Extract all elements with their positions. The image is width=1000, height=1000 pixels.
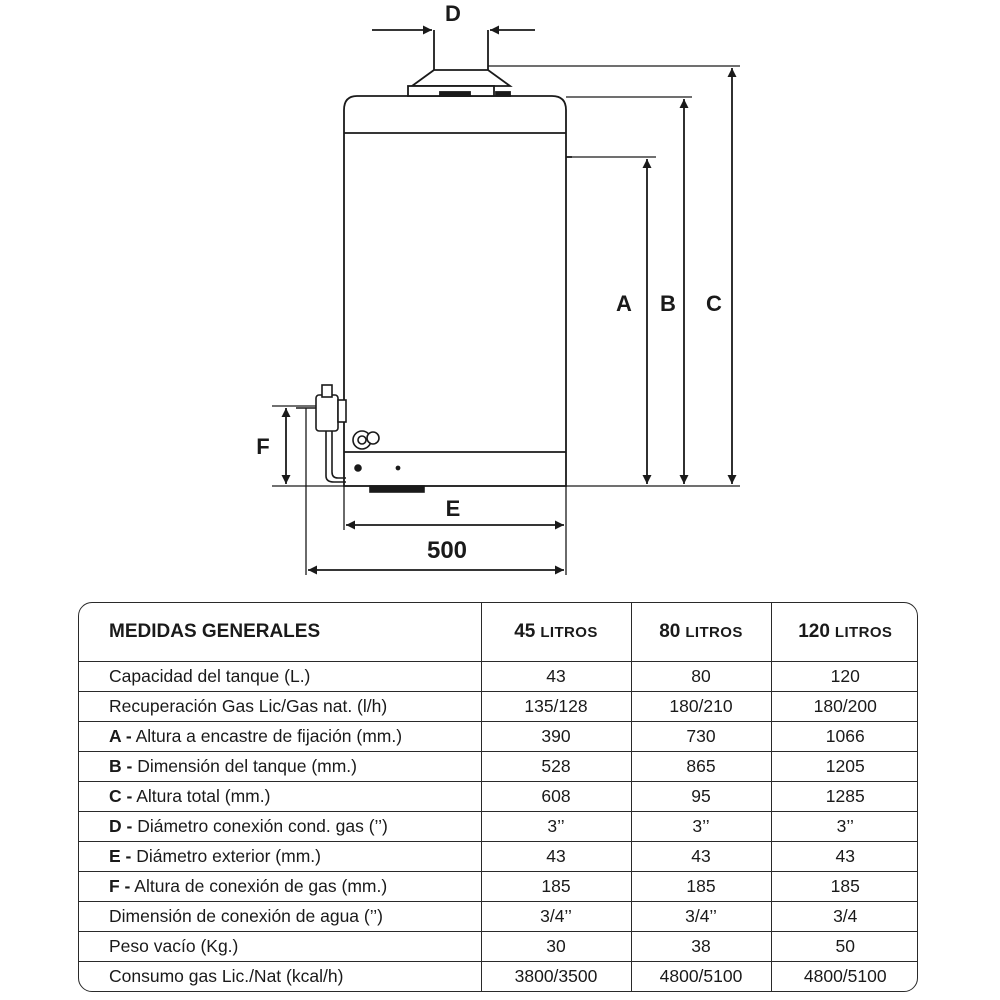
- table-row: [79, 692, 918, 722]
- table-row: [79, 902, 918, 932]
- table-cell: 50: [771, 932, 918, 962]
- table-cell: 180/210: [631, 692, 771, 722]
- column-header-45: [481, 603, 631, 662]
- row-label: [79, 662, 481, 692]
- table-cell: 3800/3500: [481, 962, 631, 992]
- table-cell: 3/4: [771, 902, 918, 932]
- row-label-text: Dimensión de conexión de agua (’’): [109, 906, 384, 926]
- table-cell: 185: [771, 872, 918, 902]
- table-cell: 43: [481, 662, 631, 692]
- row-label: [79, 752, 481, 782]
- table-header-row: [79, 603, 918, 662]
- table-row: [79, 932, 918, 962]
- dimension-a-label: A: [616, 291, 632, 316]
- extension-lines: [272, 66, 740, 575]
- table-cell: 180/200: [771, 692, 918, 722]
- table-cell: 390: [481, 722, 631, 752]
- table-cell: 4800/5100: [803, 966, 887, 986]
- table-cell: 38: [631, 932, 771, 962]
- dimension-d-label: D: [445, 1, 461, 26]
- row-label-text: Capacidad del tanque (L.): [109, 666, 311, 686]
- table-cell: 1205: [771, 752, 918, 782]
- row-prefix: D -: [109, 816, 133, 836]
- table-cell: 80: [631, 662, 771, 692]
- table-cell: 43: [771, 842, 918, 872]
- table-cell: 865: [631, 752, 771, 782]
- table-cell: 608: [481, 782, 631, 812]
- table-cell: 43: [631, 842, 771, 872]
- row-prefix: C -: [109, 786, 133, 806]
- row-label-text: Diámetro exterior (mm.): [131, 846, 321, 866]
- table-title: MEDIDAS GENERALES: [79, 603, 481, 662]
- table-cell: 1285: [771, 782, 918, 812]
- column-header-120: [771, 603, 918, 662]
- table-cell: 3/4’’: [481, 902, 631, 932]
- spec-table: [78, 602, 918, 992]
- width-500-label: 500: [426, 537, 468, 564]
- table-cell: 185: [481, 872, 631, 902]
- table-row: [79, 962, 918, 992]
- table-cell: 4800/5100: [631, 962, 771, 992]
- column-number: 45: [514, 621, 536, 642]
- row-label: [79, 812, 481, 842]
- table-cell: 3’’: [631, 812, 771, 842]
- row-prefix: B -: [109, 756, 133, 776]
- table-row: [79, 782, 918, 812]
- row-label: [79, 902, 481, 932]
- table-cell: 95: [631, 782, 771, 812]
- table-cell: 730: [631, 722, 771, 752]
- row-prefix: F -: [109, 876, 131, 896]
- table-cell: 120: [771, 662, 918, 692]
- table-cell: 3/4’’: [631, 902, 771, 932]
- row-label: [79, 962, 481, 992]
- dimension-b-label: B: [660, 291, 676, 316]
- table-cell: 135/128: [481, 692, 631, 722]
- dimension-f-label: F: [256, 434, 270, 459]
- table-row: [79, 662, 918, 692]
- table-cell: 30: [481, 932, 631, 962]
- dimension-e-label: E: [445, 496, 461, 521]
- table-cell: 3’’: [771, 812, 918, 842]
- row-label-text: Altura total (mm.): [132, 786, 271, 806]
- row-label-text: Altura de conexión de gas (mm.): [130, 876, 388, 896]
- row-label-text: Dimensión del tanque (mm.): [132, 756, 357, 776]
- table-row: [79, 842, 918, 872]
- row-label: [79, 842, 481, 872]
- column-number: 80: [659, 621, 681, 642]
- column-number: 120: [798, 621, 830, 642]
- row-label: [79, 722, 481, 752]
- row-label: [79, 782, 481, 812]
- row-label: [79, 692, 481, 722]
- column-unit: LITROS: [685, 624, 743, 641]
- row-label-text: Recuperación Gas Lic/Gas nat. (l/h): [109, 696, 388, 716]
- flue-collar: [408, 30, 510, 96]
- table-cell: 43: [481, 842, 631, 872]
- table-row: [79, 722, 918, 752]
- row-label-text: Consumo gas Lic./Nat (kcal/h): [109, 966, 344, 986]
- gas-valve: [296, 385, 424, 492]
- dimension-c-label: C: [706, 291, 722, 316]
- row-label: [79, 872, 481, 902]
- table-row: [79, 812, 918, 842]
- row-prefix: E -: [109, 846, 132, 866]
- table-cell: 3’’: [481, 812, 631, 842]
- column-unit: LITROS: [540, 624, 598, 641]
- row-label-text: Diámetro conexión cond. gas (’’): [132, 816, 388, 836]
- row-prefix: A -: [109, 726, 132, 746]
- table-cell: 528: [481, 752, 631, 782]
- table-row: [79, 872, 918, 902]
- table-row: [79, 752, 918, 782]
- column-unit: LITROS: [834, 624, 893, 641]
- row-label-text: Peso vacío (Kg.): [109, 936, 239, 956]
- table-cell: 1066: [771, 722, 918, 752]
- tank-body: [344, 96, 572, 486]
- row-label: [79, 932, 481, 962]
- table-cell: 185: [631, 872, 771, 902]
- column-header-80: [631, 603, 771, 662]
- row-label-text: Altura a encastre de fijación (mm.): [131, 726, 403, 746]
